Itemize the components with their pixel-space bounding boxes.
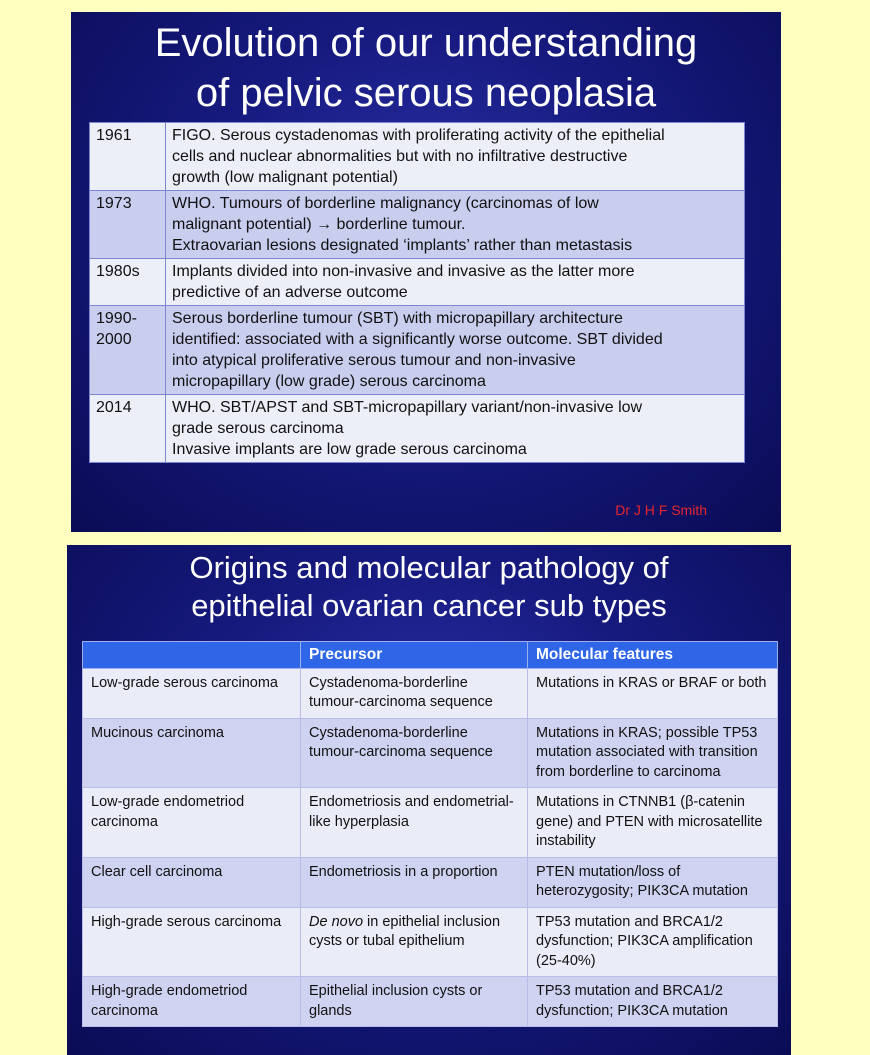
table-row bbox=[90, 306, 745, 395]
description-line: into atypical proliferative serous tumour and non-invasive bbox=[172, 352, 576, 369]
table-row bbox=[83, 668, 778, 718]
title-line: epithelial ovarian cancer sub types bbox=[191, 588, 667, 623]
precursor-text: Epithelial inclusion cysts or glands bbox=[309, 983, 483, 1019]
description-line: malignant potential) → borderline tumour. bbox=[172, 216, 466, 233]
description-line: Invasive implants are low grade serous carcinoma bbox=[172, 441, 527, 458]
description-line: grade serous carcinoma bbox=[172, 420, 344, 437]
molecular-cell: Mutations in KRAS; possible TP53 mutation associated with transition from borderline to carcinoma bbox=[528, 718, 778, 788]
year-cell: 1961 bbox=[90, 123, 166, 191]
precursor-text: Endometriosis in a proportion bbox=[309, 863, 498, 880]
description-line: micropapillary (low grade) serous carcinoma bbox=[172, 373, 486, 390]
precursor-cell bbox=[301, 977, 528, 1027]
table-row bbox=[90, 395, 745, 463]
subtype-cell: Clear cell carcinoma bbox=[83, 857, 301, 907]
table-row bbox=[83, 907, 778, 977]
precursor-cell bbox=[301, 857, 528, 907]
author-credit: Dr J H F Smith bbox=[615, 502, 707, 518]
header-subtype bbox=[83, 642, 301, 669]
table-row bbox=[83, 857, 778, 907]
subtype-cell: High-grade serous carcinoma bbox=[83, 907, 301, 977]
precursor-text: Cystadenoma-borderline tumour-carcinoma sequence bbox=[309, 674, 493, 710]
molecular-cell: Mutations in CTNNB1 (β-catenin gene) and PTEN with microsatellite instability bbox=[528, 788, 778, 858]
precursor-cell bbox=[301, 907, 528, 977]
molecular-cell: TP53 mutation and BRCA1/2 dysfunction; PIK3CA amplification (25-40%) bbox=[528, 907, 778, 977]
description-line: Extraovarian lesions designated ‘implants’ rather than metastasis bbox=[172, 237, 633, 254]
precursor-emphasis: De novo bbox=[309, 913, 364, 930]
subtype-cell: Low-grade serous carcinoma bbox=[83, 668, 301, 718]
slide1-title bbox=[71, 18, 781, 118]
precursor-cell bbox=[301, 788, 528, 858]
title-line: Evolution of our understanding bbox=[154, 21, 698, 65]
header-molecular-features: Molecular features bbox=[528, 642, 778, 669]
description-line: growth (low malignant potential) bbox=[172, 169, 398, 186]
title-line: Origins and molecular pathology of bbox=[189, 550, 669, 585]
description-line: Implants divided into non-invasive and invasive as the latter more bbox=[172, 263, 635, 280]
description-line: WHO. SBT/APST and SBT-micropapillary variant/non-invasive low bbox=[172, 399, 643, 416]
table-header-row bbox=[83, 642, 778, 669]
molecular-cell: Mutations in KRAS or BRAF or both bbox=[528, 668, 778, 718]
description-line: FIGO. Serous cystadenomas with proliferating activity of the epithelial bbox=[172, 127, 665, 144]
description-cell bbox=[166, 395, 745, 463]
precursor-cell bbox=[301, 718, 528, 788]
description-line: identified: associated with a significantly worse outcome. SBT divided bbox=[172, 331, 663, 348]
precursor-cell bbox=[301, 668, 528, 718]
year-cell: 1980s bbox=[90, 259, 166, 306]
subtype-cell: Low-grade endometriod carcinoma bbox=[83, 788, 301, 858]
timeline-table bbox=[89, 122, 745, 463]
description-cell bbox=[166, 191, 745, 259]
description-line: WHO. Tumours of borderline malignancy (carcinomas of low bbox=[172, 195, 599, 212]
description-line: cells and nuclear abnormalities but with no infiltrative destructive bbox=[172, 148, 628, 165]
subtype-cell: Mucinous carcinoma bbox=[83, 718, 301, 788]
slide-pelvic-serous-neoplasia bbox=[71, 12, 781, 532]
year-cell: 2014 bbox=[90, 395, 166, 463]
header-precursor: Precursor bbox=[301, 642, 528, 669]
description-cell bbox=[166, 259, 745, 306]
table-row bbox=[90, 259, 745, 306]
title-line: of pelvic serous neoplasia bbox=[195, 71, 657, 115]
table-row bbox=[90, 191, 745, 259]
molecular-pathology-table bbox=[82, 641, 778, 1027]
precursor-text: Cystadenoma-borderline tumour-carcinoma sequence bbox=[309, 724, 493, 760]
description-line: Serous borderline tumour (SBT) with micropapillary architecture bbox=[172, 310, 623, 327]
year-cell: 1990- 2000 bbox=[90, 306, 166, 395]
molecular-cell: TP53 mutation and BRCA1/2 dysfunction; PIK3CA mutation bbox=[528, 977, 778, 1027]
table-row bbox=[83, 788, 778, 858]
description-line: predictive of an adverse outcome bbox=[172, 284, 408, 301]
molecular-cell: PTEN mutation/loss of heterozygosity; PIK3CA mutation bbox=[528, 857, 778, 907]
precursor-text: Endometriosis and endometrial-like hyperplasia bbox=[309, 794, 514, 830]
subtype-cell: High-grade endometriod carcinoma bbox=[83, 977, 301, 1027]
table-row bbox=[83, 718, 778, 788]
description-cell bbox=[166, 123, 745, 191]
slide2-title bbox=[67, 549, 791, 625]
table-row bbox=[90, 123, 745, 191]
table-row bbox=[83, 977, 778, 1027]
year-cell: 1973 bbox=[90, 191, 166, 259]
slide-ovarian-cancer-subtypes bbox=[67, 545, 791, 1055]
description-cell bbox=[166, 306, 745, 395]
precursor-text: in epithelial inclusion cysts or tubal epithelium bbox=[309, 913, 501, 949]
